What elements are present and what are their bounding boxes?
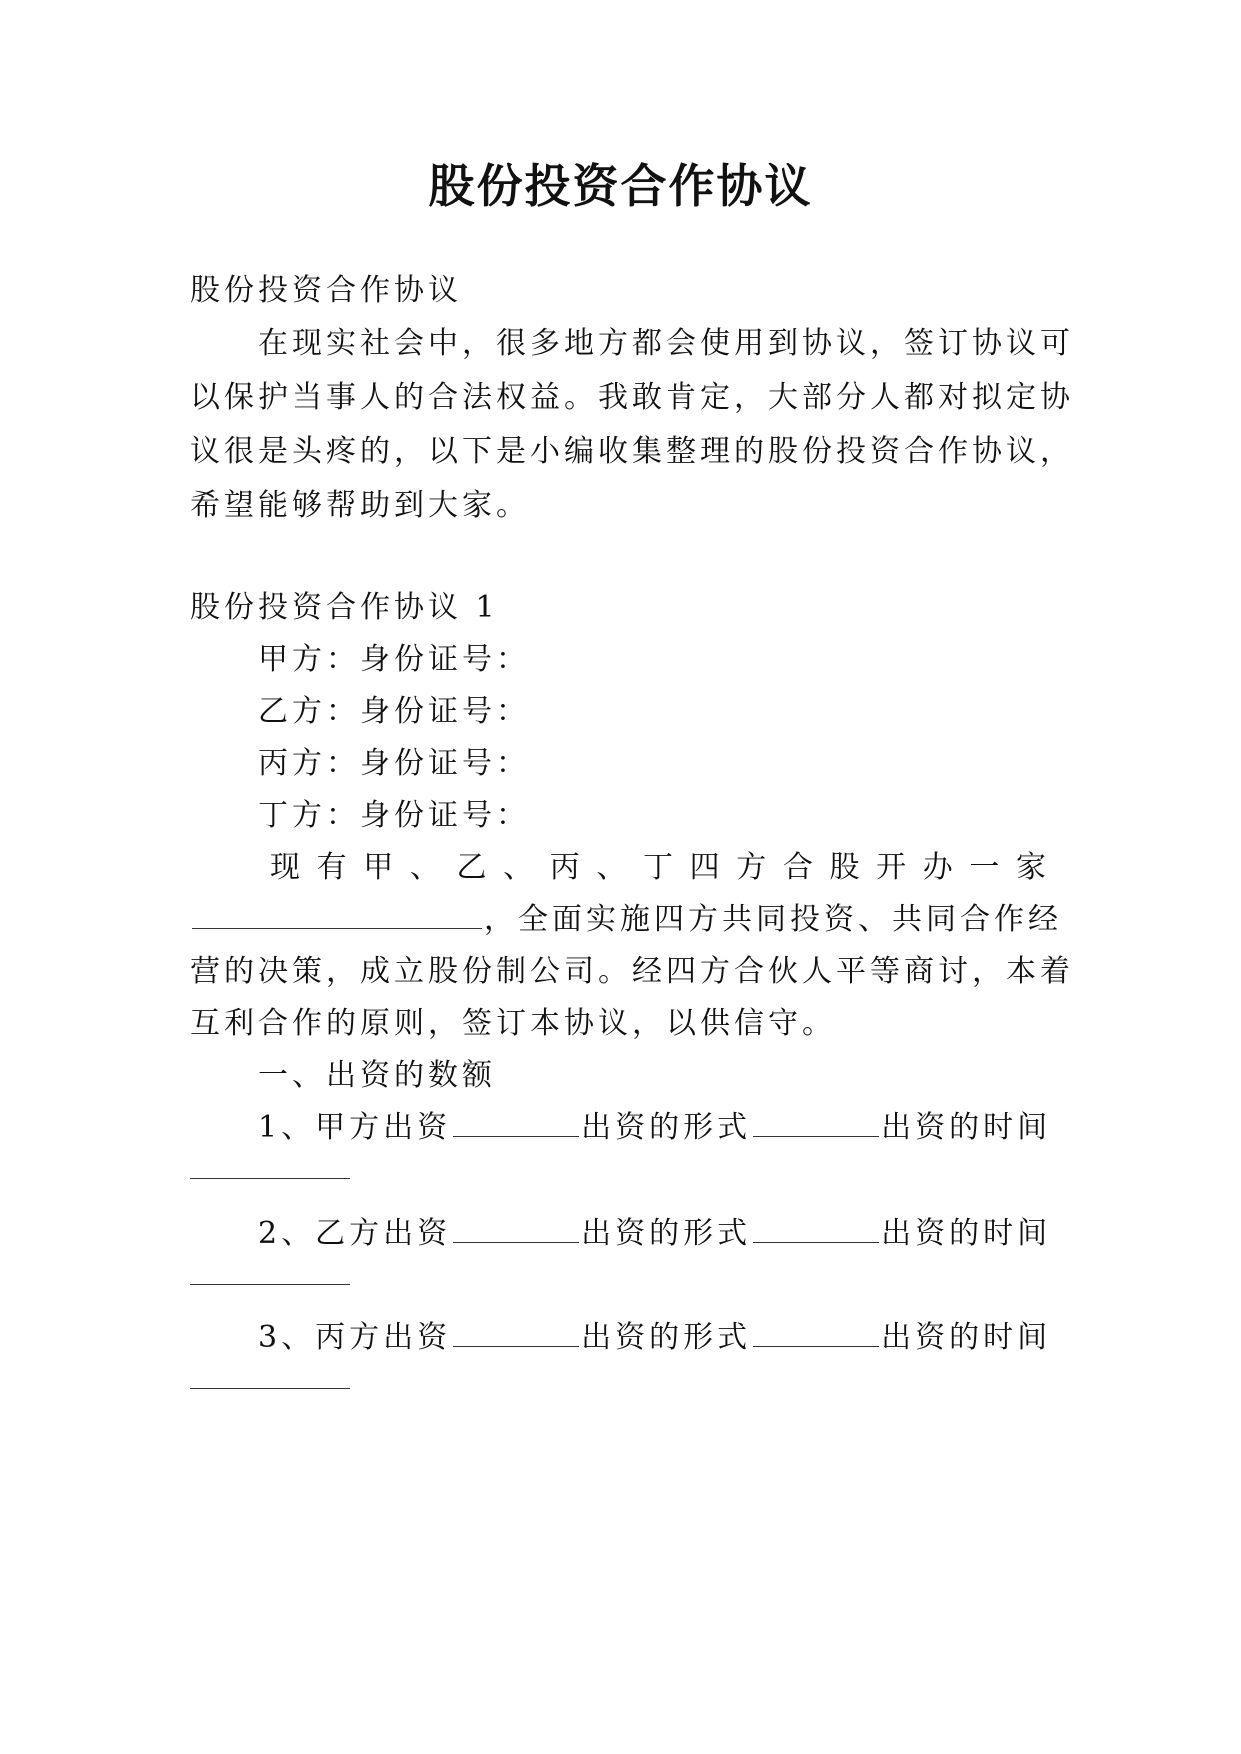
- intro-line-1: 在现实社会中，很多地方都会使用到协议，签订协议可: [258, 326, 1074, 361]
- form-blank: [753, 1135, 879, 1137]
- party-line: 甲方：身份证号：: [258, 642, 530, 677]
- contribution-time-label: 出资的时间: [881, 1216, 1052, 1251]
- contribution-line: [258, 1208, 1050, 1252]
- intro-line-2: 以保护当事人的合法权益。我敢肯定，大部分人都对拟定协: [190, 380, 1074, 415]
- preamble-char: 、: [596, 850, 631, 885]
- preamble-char: 、: [503, 850, 538, 885]
- preamble-char: 合: [782, 850, 817, 885]
- party-line: 丙方：身份证号：: [258, 746, 530, 781]
- contribution-line: [258, 1312, 1050, 1356]
- preamble-line-4: 互利合作的原则，签订本协议，以供信守。: [190, 1006, 836, 1041]
- time-blank-line: [190, 1388, 350, 1389]
- amount-blank: [453, 1135, 579, 1137]
- preamble-char: 开: [876, 850, 911, 885]
- contribution-prefix: 2、乙方出资: [258, 1216, 452, 1251]
- preamble-char: 办: [922, 850, 957, 885]
- preamble-char: 丁: [643, 850, 677, 885]
- preamble-line-3: 营的决策，成立股份制公司。经四方合伙人平等商讨，本着: [190, 954, 1074, 989]
- contribution-form-label: 出资的形式: [581, 1110, 752, 1145]
- preamble-char: 四: [689, 850, 724, 885]
- preamble-char: 有: [316, 850, 351, 885]
- contribution-time-label: 出资的时间: [881, 1110, 1052, 1145]
- contribution-line: [258, 1102, 1050, 1146]
- preamble-char: 甲: [363, 850, 398, 885]
- preamble-char: 股: [829, 850, 864, 885]
- amount-blank: [453, 1241, 579, 1243]
- company-name-blank: [192, 927, 482, 929]
- contribution-form-label: 出资的形式: [581, 1320, 752, 1355]
- form-blank: [753, 1241, 879, 1243]
- party-line: 乙方：身份证号：: [258, 694, 530, 729]
- article1-heading: 一、出资的数额: [258, 1058, 496, 1093]
- preamble-line-2-text: ，全面实施四方共同投资、共同合作经: [484, 902, 1062, 937]
- preamble-line-2: [190, 894, 1062, 938]
- preamble-char: 乙: [456, 850, 491, 885]
- preamble-char: 、: [409, 850, 444, 885]
- intro-line-3: 议很是头疼的，以下是小编收集整理的股份投资合作协议，: [190, 434, 1074, 469]
- time-blank-line: [190, 1284, 350, 1285]
- party-line: 丁方：身份证号：: [258, 798, 530, 833]
- contribution-prefix: 1、甲方出资: [258, 1110, 452, 1145]
- preamble-char: 家: [1016, 850, 1050, 885]
- preamble-char: 一: [969, 850, 1004, 885]
- amount-blank: [453, 1345, 579, 1347]
- time-blank-line: [190, 1178, 350, 1179]
- contribution-time-label: 出资的时间: [881, 1320, 1052, 1355]
- preamble-char: 丙: [549, 850, 584, 885]
- document-title: 股份投资合作协议: [428, 159, 813, 213]
- contribution-prefix: 3、丙方出资: [258, 1320, 452, 1355]
- preamble-line-1: [270, 842, 1050, 886]
- intro-heading: 股份投资合作协议: [190, 273, 462, 308]
- contribution-form-label: 出资的形式: [581, 1216, 752, 1251]
- intro-line-4: 希望能够帮助到大家。: [190, 488, 530, 523]
- preamble-char: 现: [270, 850, 304, 885]
- section1-heading: 股份投资合作协议 1: [190, 590, 499, 625]
- preamble-char: 方: [736, 850, 771, 885]
- form-blank: [753, 1345, 879, 1347]
